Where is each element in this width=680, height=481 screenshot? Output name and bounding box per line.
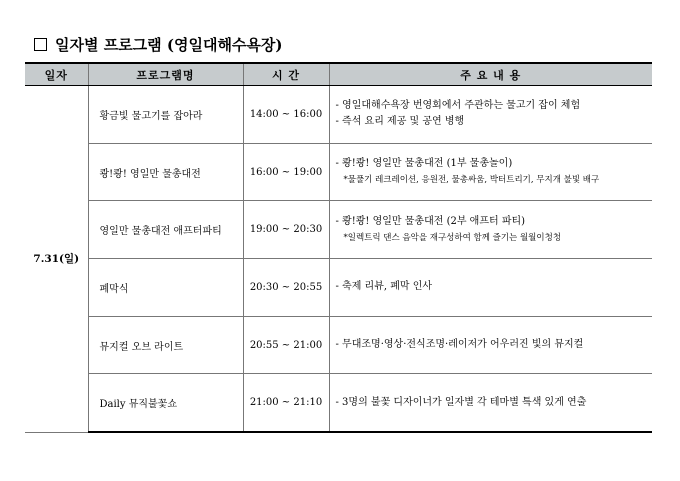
time-cell: 20:30 ~ 20:55 [243, 259, 329, 317]
time-cell: 16:00 ~ 19:00 [243, 143, 329, 201]
content-line: - 영일대해수욕장 번영회에서 주관하는 물고기 잡이 체험 [335, 100, 581, 112]
content-cell [329, 316, 652, 374]
content-line: - 쾅!쾅! 영일만 물총대전 (1부 물총놀이) [335, 158, 513, 170]
program-cell: 황금빛 물고기를 잡아라 [88, 86, 243, 144]
content-cell [329, 143, 652, 201]
table-row [25, 316, 652, 374]
content-cell [329, 259, 652, 317]
program-cell: 영일만 물총대전 애프터파티 [88, 201, 243, 259]
content-note: *일렉트릭 댄스 음악을 재구성하여 함께 즐기는 월월이청청 [343, 232, 562, 243]
content-line: - 무대조명·영상·전식조명·레이저가 어우러진 빛의 뮤지컬 [335, 339, 584, 351]
content-cell [329, 86, 652, 144]
schedule-table [25, 62, 652, 433]
section-title-text: 일자별 프로그램 (영일대해수욕장) [55, 36, 283, 54]
table-row [25, 259, 652, 317]
time-cell: 20:55 ~ 21:00 [243, 316, 329, 374]
time-cell: 14:00 ~ 16:00 [243, 86, 329, 144]
table-row [25, 86, 652, 144]
content-line: - 쾅!쾅! 영일만 물총대전 (2부 애프터 파티) [335, 215, 526, 227]
program-cell: 쾅!쾅! 영일만 물총대전 [88, 143, 243, 201]
table-row [25, 143, 652, 201]
table-row [25, 201, 652, 259]
content-note: *물풀기 레크레이션, 응원전, 물총싸움, 박터트리기, 무지개 불빛 배구 [343, 175, 600, 186]
content-line: - 3명의 불꽃 디자이너가 일자별 각 테마별 특색 있게 연출 [335, 396, 587, 408]
header-content: 주 요 내 용 [329, 63, 652, 86]
table-row [25, 374, 652, 432]
time-cell: 21:00 ~ 21:10 [243, 374, 329, 432]
table-header-row [25, 63, 652, 86]
content-cell [329, 201, 652, 259]
header-program: 프로그램명 [88, 63, 243, 86]
header-date: 일자 [25, 63, 88, 86]
program-cell: Daily 뮤직불꽃쇼 [88, 374, 243, 432]
checkbox-square-icon [34, 38, 47, 51]
content-line: - 축제 리뷰, 폐막 인사 [335, 281, 433, 293]
header-time: 시 간 [243, 63, 329, 86]
date-cell: 7.31(일) [25, 86, 88, 433]
time-cell: 19:00 ~ 20:30 [243, 201, 329, 259]
content-line: - 즉석 요리 제공 및 공연 병행 [335, 116, 465, 128]
content-cell [329, 374, 652, 432]
program-cell: 폐막식 [88, 259, 243, 317]
section-title [34, 34, 283, 55]
program-cell: 뮤지컬 오브 라이트 [88, 316, 243, 374]
